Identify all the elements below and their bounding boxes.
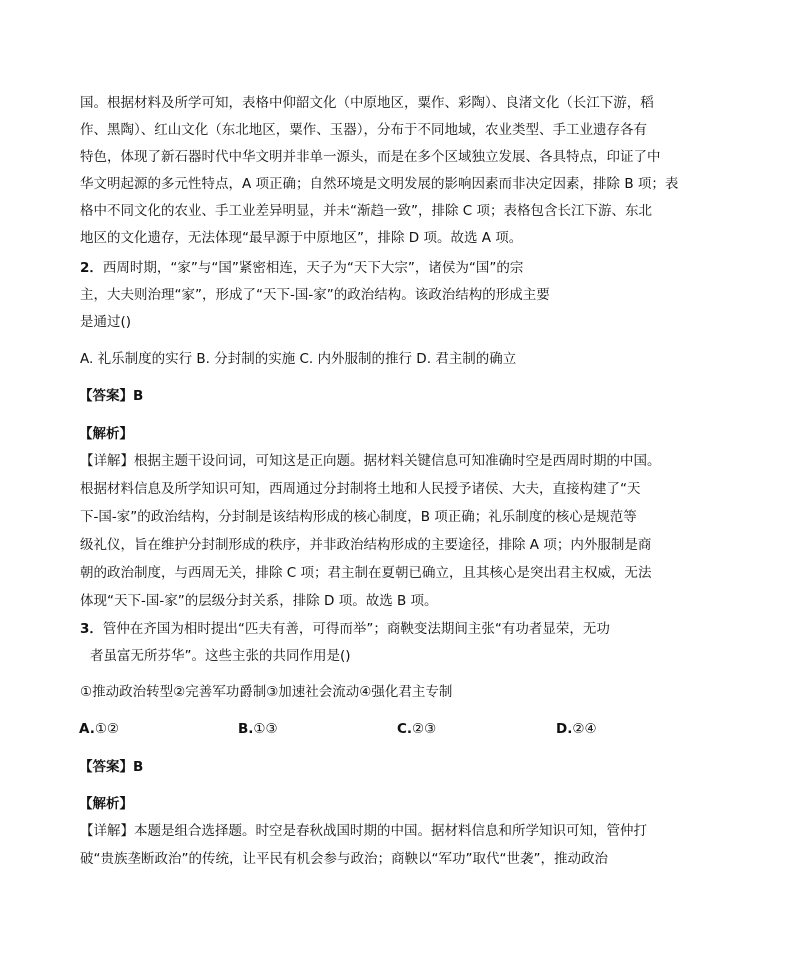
q3-stem-line: 者虽富无所芬华”。这些主张的共同作用是(): [90, 648, 351, 664]
q3-option-d: [556, 719, 597, 739]
q1-explanation-line: 华文明起源的多元性特点，A 项正确；自然环境是文明发展的影响因素而非决定因素，排除 B 项；表: [80, 176, 679, 192]
q2-explanation-line: 朝的政治制度，与西周无关，排除 C 项；君主制在夏朝已确立，且其核心是突出君主权威，无法: [80, 565, 652, 581]
q2-number: 2．: [80, 260, 103, 276]
option-text: ①③: [253, 721, 278, 737]
q3-stem-text: 管仲在齐国为相时提出“匹夫有善，可得而举”；商鞅变法期间主张“有功者显荣，无功: [102, 621, 610, 637]
q2-stem-text: 西周时期，“家”与“国”紧密相连，天子为“天下大宗”，诸侯为“国”的宗: [102, 260, 524, 276]
q3-stem-line: [80, 619, 610, 639]
q2-explanation-line: 体现“天下-国-家”的层级分封关系，排除 D 项。故选 B 项。: [80, 593, 438, 609]
q2-stem-line: [80, 258, 523, 278]
q2-analysis-title: 【解析】: [79, 426, 133, 442]
q2-explanation-line: 下-国-家”的政治结构，分封制是该结构形成的核心制度，B 项正确；礼乐制度的核心是规范等: [80, 509, 637, 525]
option-text: ②③: [412, 721, 437, 737]
q3-option-b: [238, 719, 278, 739]
q3-analysis-title: 【解析】: [79, 796, 133, 812]
option-text: ②④: [572, 721, 597, 737]
q2-explanation-line: 【详解】根据主题干设问词，可知这是正向题。据材料关键信息可知准确时空是西周时期的中国。: [80, 453, 661, 469]
option-letter: A.: [79, 721, 95, 737]
option-letter: D.: [556, 721, 573, 737]
q2-answer: 【答案】B: [79, 388, 144, 404]
q3-option-a: [79, 719, 119, 739]
option-text: ①②: [94, 721, 120, 737]
q1-explanation-line: 地区的文化遗存，无法体现“最早源于中原地区”，排除 D 项。故选 A 项。: [80, 230, 523, 246]
q1-explanation-line: 作、黑陶）、红山文化（东北地区，粟作、玉器），分布于不同地域，农业类型、手工业遗存各有: [80, 122, 647, 138]
q2-stem-line: 主，大夫则治理“家”，形成了“天下-国-家”的政治结构。该政治结构的形成主要: [80, 287, 550, 303]
q2-explanation-line: 根据材料信息及所学知识可知，西周通过分封制将土地和人民授予诸侯、大夫，直接构建了“天: [80, 481, 641, 497]
q3-answer: 【答案】B: [79, 759, 144, 775]
q1-explanation-line: 格中不同文化的农业、手工业差异明显，并未“渐趋一致”，排除 C 项；表格包含长江下游、东北: [80, 203, 652, 219]
q3-number: 3．: [80, 621, 103, 637]
q1-explanation-line: 国。根据材料及所学可知，表格中仰韶文化（中原地区，粟作、彩陶）、良渚文化（长江下游，稻: [80, 95, 654, 111]
q2-options-line: A. 礼乐制度的实行 B. 分封制的实施 C. 内外服制的推行 D. 君主制的确立: [80, 351, 517, 367]
option-letter: B.: [238, 721, 254, 737]
q2-explanation-line: 级礼仪，旨在维护分封制形成的秩序，并非政治结构形成的主要途径，排除 A 项；内外服制是商: [80, 537, 652, 553]
q3-explanation-line: 破“贵族垄断政治”的传统，让平民有机会参与政治；商鞅以“军功”取代“世袭”，推动政治: [80, 851, 608, 867]
q2-stem-line: 是通过(): [80, 314, 132, 330]
q3-statements: ①推动政治转型②完善军功爵制③加速社会流动④强化君主专制: [80, 684, 453, 700]
option-letter: C.: [397, 721, 413, 737]
q3-explanation-line: 【详解】本题是组合选择题。时空是春秋战国时期的中国。据材料信息和所学知识可知，管仲打: [80, 823, 647, 839]
q3-option-c: [397, 719, 436, 739]
q1-explanation-line: 特色，体现了新石器时代中华文明并非单一源头，而是在多个区域独立发展、各具特点，印证了中: [80, 149, 661, 165]
